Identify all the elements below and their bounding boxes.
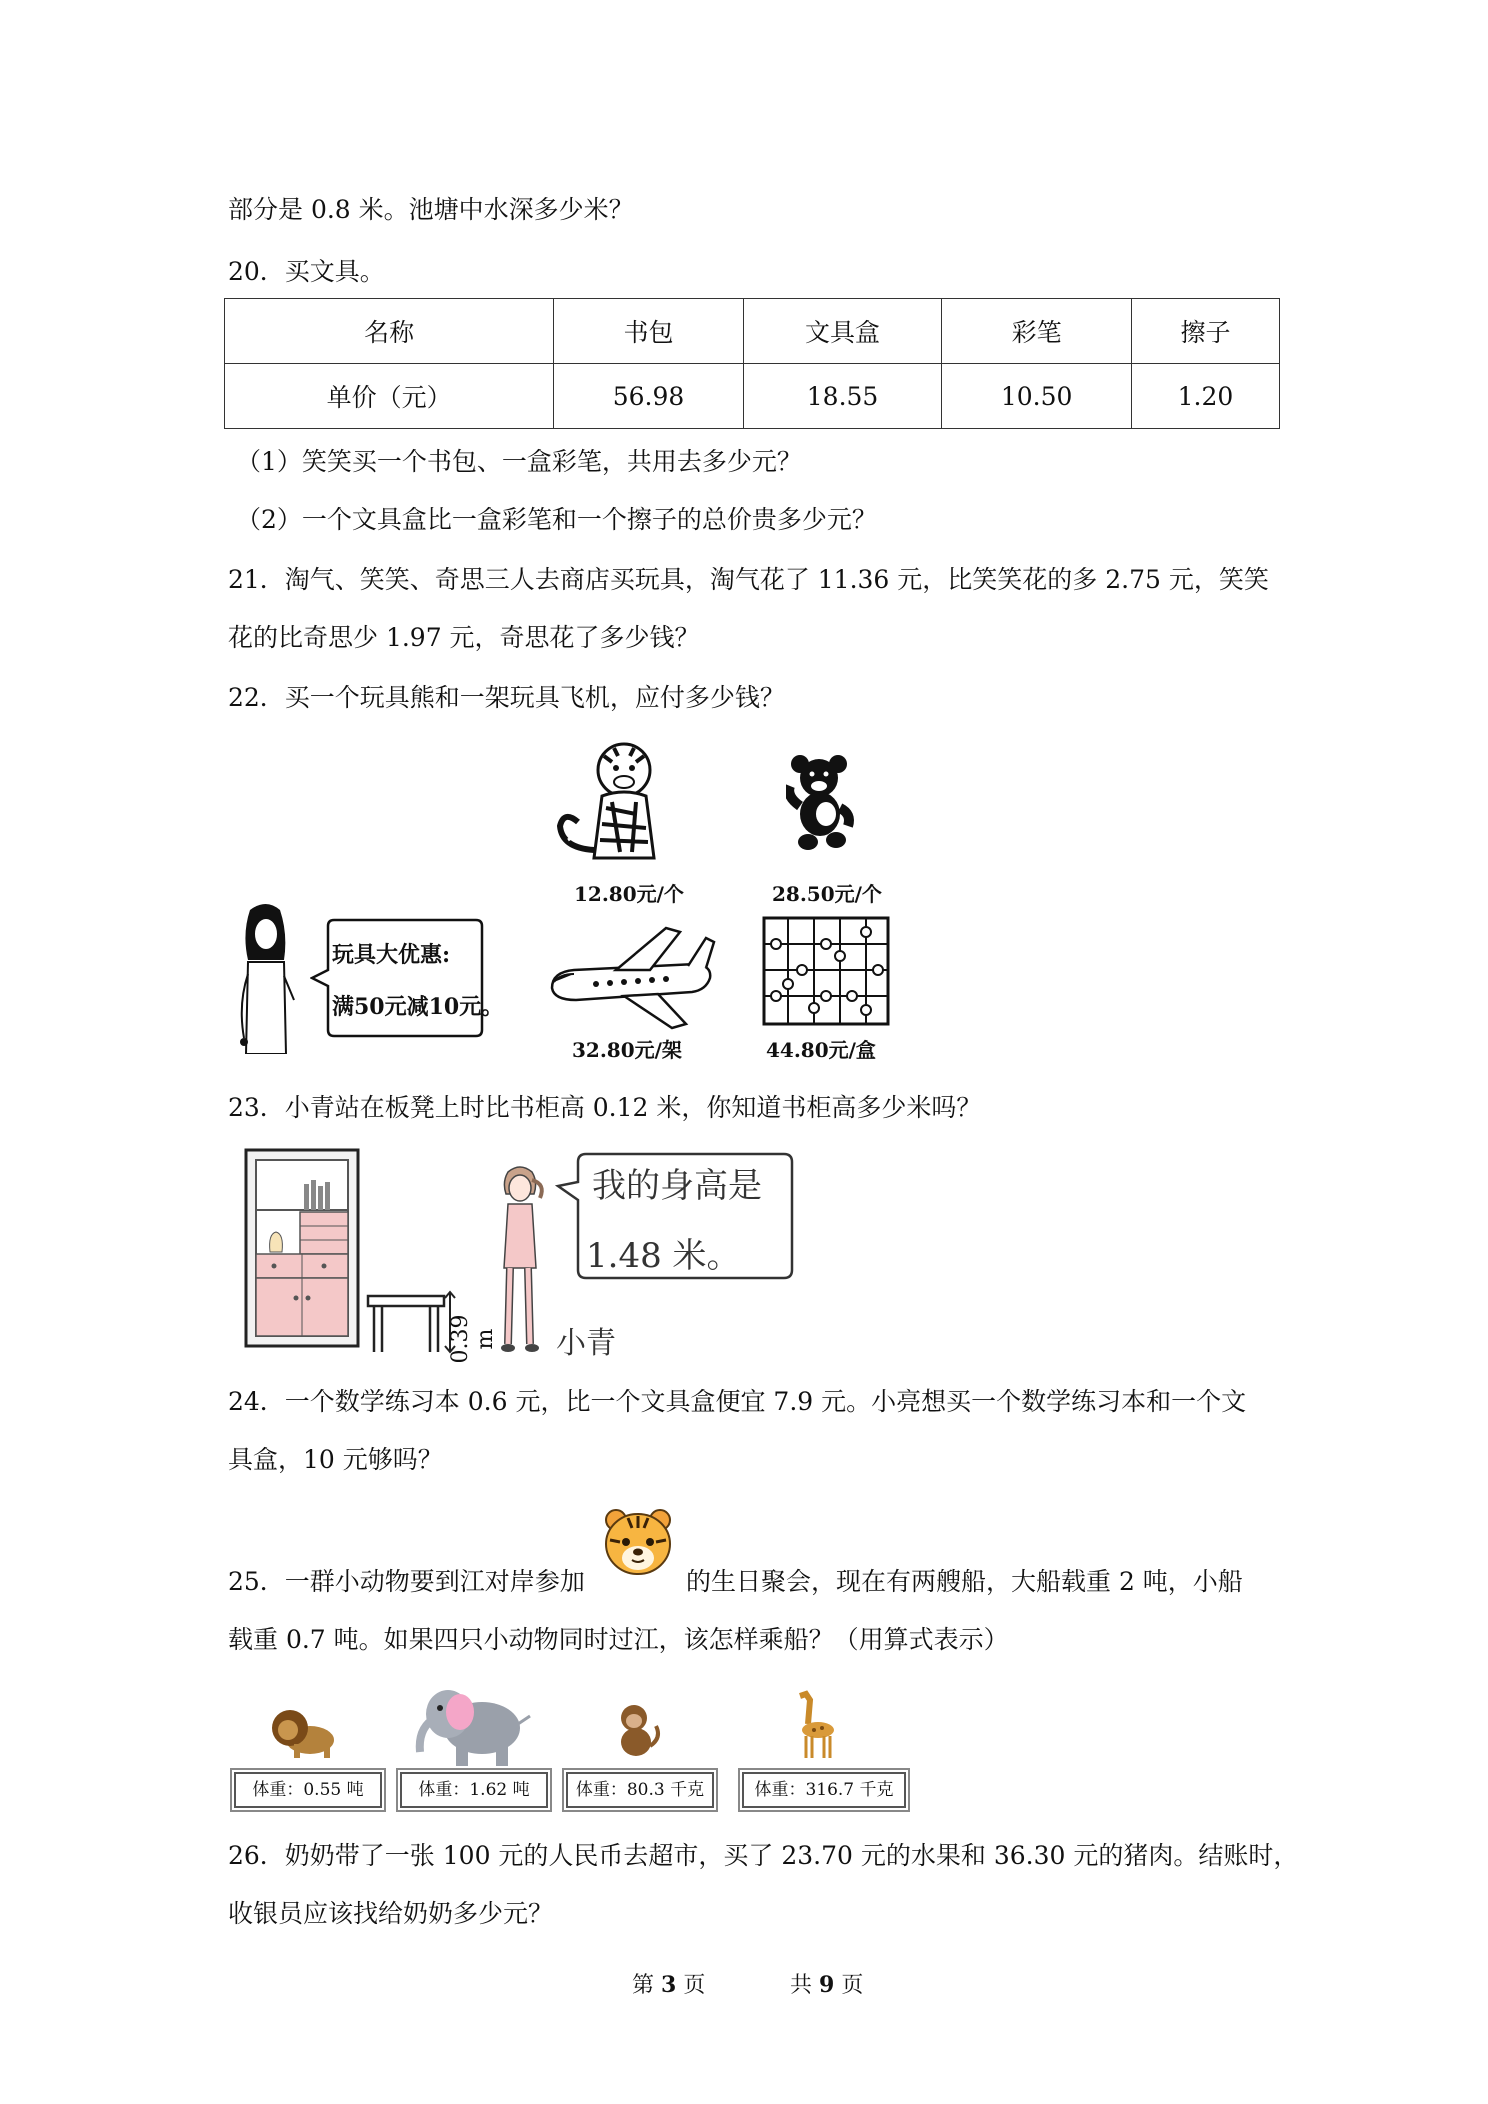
elephant-figure <box>412 1680 532 1770</box>
height-bubble-line1: 我的身高是 <box>592 1166 762 1206</box>
stool-figure <box>366 1294 446 1354</box>
girl-name-label: 小青 <box>556 1326 616 1361</box>
q25-line1b: 的生日聚会，现在有两艘船，大船载重 2 吨，小船 <box>686 1567 1243 1596</box>
tiger-price: 12.80元/个 <box>574 882 684 906</box>
table-cell: 书包 <box>554 299 744 364</box>
table-row <box>225 299 1280 364</box>
q20-title: 20．买文具。 <box>228 257 385 286</box>
page-pre: 第 <box>632 1973 655 1998</box>
total-count: 9 <box>819 1972 835 1998</box>
puzzle-figure <box>762 916 890 1026</box>
giraffe-weight-label: 体重：316.7 千克 <box>742 1772 906 1808</box>
monkey-weight-label: 体重：80.3 千克 <box>566 1772 714 1808</box>
table-row <box>225 364 1280 429</box>
table-cell: 单价（元） <box>225 364 554 429</box>
q21-line2: 花的比奇思少 1.97 元，奇思花了多少钱？ <box>228 623 700 652</box>
total-pre: 共 <box>790 1973 813 1998</box>
q26-line2: 收银员应该找给奶奶多少元？ <box>228 1899 554 1928</box>
table-cell: 擦子 <box>1131 299 1279 364</box>
table-cell: 56.98 <box>554 364 744 429</box>
girl-xiaoqing-figure <box>492 1164 550 1354</box>
q23-title: 23．小青站在板凳上时比书柜高 0.12 米，你知道书柜高多少米吗？ <box>228 1093 982 1122</box>
giraffe-figure <box>790 1690 840 1760</box>
q20-sub1: （1）笑笑买一个书包、一盒彩笔，共用去多少元？ <box>236 447 802 476</box>
q20-sub2: （2）一个文具盒比一盒彩笔和一个擦子的总价贵多少元？ <box>236 505 877 534</box>
tiger-figure <box>554 738 694 868</box>
sale-bubble <box>310 918 486 1040</box>
girl-figure <box>236 904 296 1054</box>
puzzle-price: 44.80元/盒 <box>766 1038 876 1062</box>
bookshelf-figure <box>244 1148 360 1348</box>
table-cell: 彩笔 <box>942 299 1132 364</box>
sale-bubble-line1: 玩具大优惠: <box>332 942 451 968</box>
table-cell: 名称 <box>225 299 554 364</box>
table-cell: 10.50 <box>942 364 1132 429</box>
lion-weight-label: 体重：0.55 吨 <box>234 1772 382 1808</box>
lion-figure <box>270 1704 336 1760</box>
total-post: 页 <box>841 1973 864 1998</box>
airplane-price: 32.80元/架 <box>572 1038 682 1062</box>
bear-figure <box>786 752 856 852</box>
q22-title: 22．买一个玩具熊和一架玩具飞机，应付多少钱？ <box>228 683 785 712</box>
page-number <box>632 1968 705 1999</box>
q26-line1: 26．奶奶带了一张 100 元的人民币去超市，买了 23.70 元的水果和 36.30 元的猪肉。结账时， <box>228 1841 1299 1870</box>
tiger-face-icon <box>602 1506 674 1578</box>
stool-height-wrap <box>448 1294 498 1364</box>
table-cell: 文具盒 <box>743 299 942 364</box>
q24-line2: 具盒，10 元够吗？ <box>228 1445 443 1474</box>
stool-height-label: 0.39 m <box>448 1314 498 1364</box>
bear-price: 28.50元/个 <box>772 882 882 906</box>
monkey-figure <box>612 1702 662 1758</box>
page-current: 3 <box>661 1972 677 1998</box>
q25-line2: 载重 0.7 吨。如果四只小动物同时过江，该怎样乘船？（用算式表示） <box>228 1625 1009 1654</box>
q24-line1: 24．一个数学练习本 0.6 元，比一个文具盒便宜 7.9 元。小亮想买一个数学练习本和一个文 <box>228 1387 1247 1416</box>
sale-bubble-line2: 满50元减10元。 <box>332 994 504 1020</box>
page-total <box>790 1968 863 1999</box>
table-cell: 18.55 <box>743 364 942 429</box>
elephant-weight-label: 体重：1.62 吨 <box>400 1772 548 1808</box>
table-cell: 1.20 <box>1131 364 1279 429</box>
page-post: 页 <box>683 1973 706 1998</box>
height-bubble-line2: 1.48 米。 <box>586 1236 741 1276</box>
price-table <box>224 298 1280 429</box>
q21-line1: 21．淘气、笑笑、奇思三人去商店买玩具，淘气花了 11.36 元，比笑笑花的多 2.75 元，笑笑 <box>228 565 1269 594</box>
q25-line1a: 25．一群小动物要到江对岸参加 <box>228 1567 585 1596</box>
q19-tail: 部分是 0.8 米。池塘中水深多少米？ <box>228 195 634 224</box>
airplane-figure <box>546 924 716 1034</box>
